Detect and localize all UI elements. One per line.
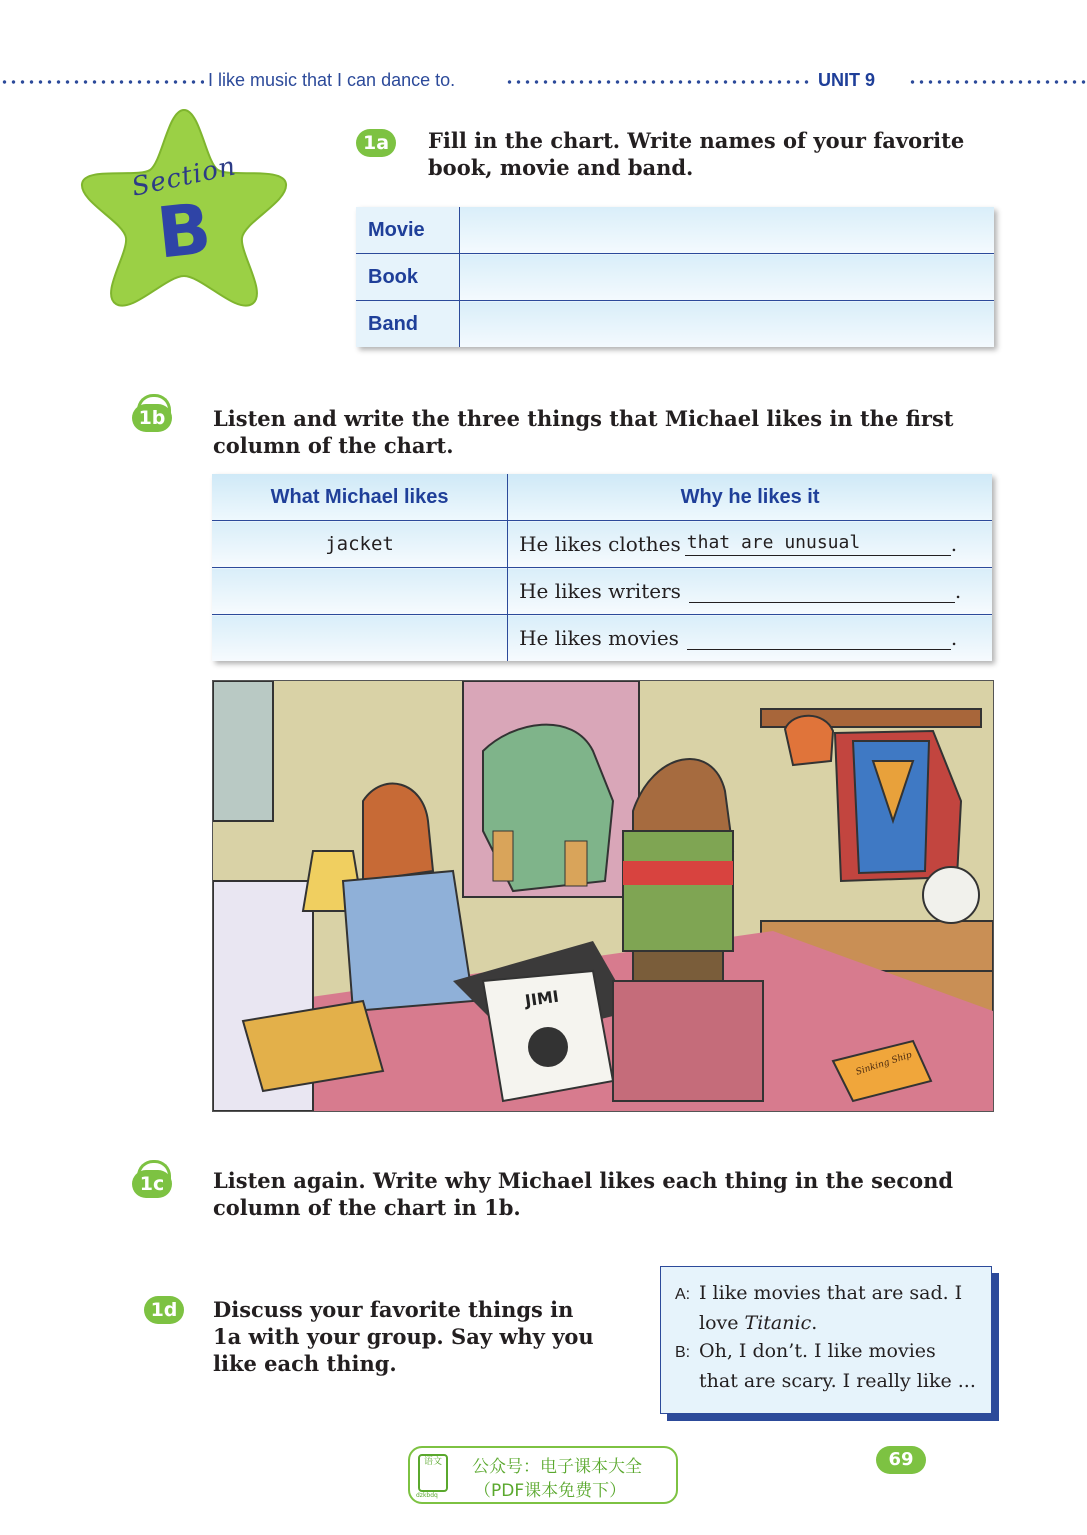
- handwritten-answer: that are unusual: [686, 532, 861, 553]
- table-row: [212, 615, 992, 662]
- why-cell: He likes clothes that are unusual .: [508, 521, 992, 568]
- header-dots-middle: [505, 80, 811, 84]
- stamp-line-1: 公众号：电子课本大全: [472, 1457, 642, 1477]
- chart-row-band: [356, 301, 994, 348]
- speaker-b: B:: [675, 1344, 691, 1361]
- answer-blank[interactable]: [687, 627, 951, 650]
- book-answer-cell[interactable]: [460, 254, 994, 301]
- band-answer-cell[interactable]: [460, 301, 994, 348]
- page-number: 69: [876, 1446, 926, 1474]
- line-a-pre: love: [699, 1312, 745, 1334]
- row-label-movie: Movie: [356, 207, 460, 254]
- header-dots-left: [0, 80, 204, 84]
- chart-row-movie: [356, 207, 994, 254]
- col-header-why: Why he likes it: [508, 474, 992, 521]
- book-icon-text: 语文: [423, 1457, 442, 1467]
- instruction-1c: Listen again. Write why Michael likes each thing in the second column of the chart in 1b.: [213, 1168, 954, 1220]
- line-a-post: .: [811, 1312, 818, 1334]
- michael-likes-chart: [212, 474, 992, 661]
- line-b-text: Oh, I don’t. I like movies: [699, 1340, 936, 1362]
- cap: [785, 716, 833, 765]
- thing-cell[interactable]: [212, 615, 508, 662]
- badge-1a: 1a: [356, 129, 396, 157]
- tshirt-text: JIMI: [523, 986, 560, 1011]
- section-letter: B: [153, 187, 215, 275]
- header-dots-right: [908, 80, 1087, 84]
- instruction-1b: Listen and write the three things that Michael likes in the first column of the chart.: [213, 406, 954, 458]
- dialogue-line-a: [675, 1279, 977, 1337]
- chart-header-row: [212, 474, 992, 521]
- speaker-a: A:: [675, 1286, 691, 1303]
- badge-1c-label: 1c: [139, 1173, 165, 1195]
- bedroom-illustration: [212, 680, 994, 1112]
- why-prompt: He likes writers: [519, 579, 681, 603]
- page-header: [0, 70, 1087, 94]
- section-word: Section: [129, 151, 239, 203]
- publisher-stamp: [408, 1446, 678, 1504]
- instruction-1d: Discuss your favorite things in 1a with your group. Say why you like each thing.: [213, 1297, 594, 1376]
- thing-cell[interactable]: [212, 568, 508, 615]
- bedroom-scene: [213, 681, 993, 1111]
- section-b-star: [78, 104, 290, 310]
- movie-answer-cell[interactable]: [460, 207, 994, 254]
- instruction-1a: Fill in the chart. Write names of your favorite book, movie and band.: [428, 128, 965, 180]
- unit-label: UNIT 9: [818, 70, 876, 90]
- badge-1d: 1d: [144, 1296, 184, 1324]
- dialogue-box: [660, 1266, 992, 1414]
- movie-title: Titanic: [744, 1312, 812, 1334]
- why-prompt: He likes clothes: [519, 532, 681, 556]
- table-row: [212, 568, 992, 615]
- why-prompt: He likes movies: [519, 626, 679, 650]
- badge-1b-listening: [132, 404, 172, 432]
- row-label-band: Band: [356, 301, 460, 348]
- col-header-what: What Michael likes: [212, 474, 508, 521]
- book-title: Sinking Ship: [854, 1050, 914, 1078]
- bed-frame: [613, 981, 763, 1101]
- answer-blank[interactable]: [685, 533, 951, 556]
- stamp-line-2: （PDF课本免费下）: [474, 1481, 627, 1501]
- why-cell: He likes writers .: [508, 568, 992, 615]
- favorites-chart: [356, 207, 994, 347]
- stamp-small-text: dzkbdq: [416, 1492, 438, 1499]
- volleyball: [923, 867, 979, 923]
- answer-blank[interactable]: [689, 580, 955, 603]
- unit-title: I like music that I can dance to.: [208, 70, 456, 90]
- badge-1c-listening: [132, 1170, 172, 1198]
- table-row: [212, 521, 992, 568]
- row-label-book: Book: [356, 254, 460, 301]
- why-cell: He likes movies .: [508, 615, 992, 662]
- chart-row-book: [356, 254, 994, 301]
- dialogue-line-b: [675, 1337, 977, 1395]
- badge-1b-label: 1b: [138, 407, 166, 429]
- book-icon: [418, 1454, 448, 1492]
- line-b-continued: that are scary. I really like ...: [699, 1370, 976, 1392]
- line-a-text: I like movies that are sad. I: [699, 1282, 963, 1304]
- line-a-continued: [675, 1309, 977, 1337]
- thing-cell[interactable]: jacket: [212, 521, 508, 568]
